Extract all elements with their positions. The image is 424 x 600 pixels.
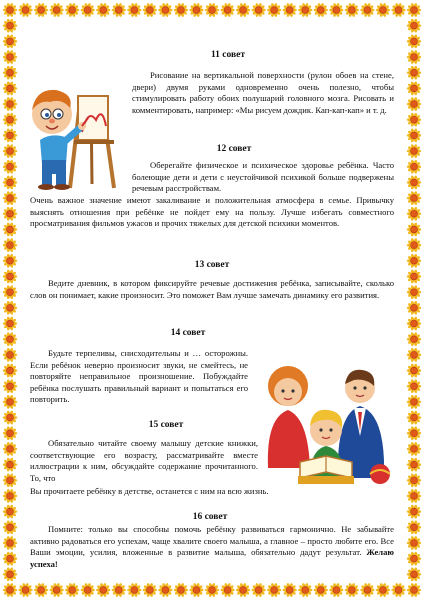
sun-icon [407,316,421,331]
sun-icon [189,3,203,18]
sun-icon [407,3,421,18]
sun-icon [174,3,188,18]
sun-icon [407,332,421,347]
sun-icon [314,583,328,598]
sun-icon [376,3,390,18]
sun-icon [407,222,421,237]
sun-icon [251,3,265,18]
sun-icon [345,583,359,598]
sun-icon [407,34,421,49]
sun-icon [236,583,250,598]
sun-icon [174,583,188,598]
sun-icon [3,144,17,159]
sun-icon [407,128,421,143]
sun-icon [3,520,17,535]
sun-icon [3,222,17,237]
sun-icon [3,583,17,598]
sun-icon [407,363,421,378]
sun-icon [3,332,17,347]
sun-icon [3,504,17,519]
closing-wish: Желаю успеха! [30,547,394,569]
sun-icon [407,18,421,33]
sun-icon [407,520,421,535]
sun-icon [407,254,421,269]
sun-icon [407,50,421,65]
sun-icon [3,269,17,284]
sun-icon [3,206,17,221]
sun-icon [407,410,421,425]
sun-icon [407,285,421,300]
page-content [28,28,396,572]
sun-icon [407,159,421,174]
sun-icon [158,583,172,598]
sun-icon [3,81,17,96]
sun-icon [127,583,141,598]
sun-icon [407,206,421,221]
sun-icon [143,583,157,598]
sun-icon [3,536,17,551]
sun-icon [49,583,63,598]
tip-16-heading: 16 совет [192,512,228,522]
sun-icon [407,175,421,190]
sun-icon [34,3,48,18]
sun-icon [360,583,374,598]
sun-icon [3,159,17,174]
sun-icon [3,3,17,18]
sun-icon [3,238,17,253]
sun-icon [205,583,219,598]
sun-icon [407,583,421,598]
tip-15-heading: 15 совет [148,420,184,430]
sun-icon [49,3,63,18]
tip-15-text-b: Вы прочитаете ребёнку в детстве, останется с ним на всю жизнь. [30,486,269,496]
sun-icon [189,583,203,598]
sun-icon [3,442,17,457]
sun-icon [3,175,17,190]
sun-icon [407,379,421,394]
sun-icon [143,3,157,18]
sun-icon [3,426,17,441]
sun-icon [3,65,17,80]
sun-icon [407,97,421,112]
sun-icon [407,269,421,284]
sun-icon [3,254,17,269]
sun-icon [112,3,126,18]
sun-icon [329,583,343,598]
sun-icon [360,3,374,18]
sun-icon [267,3,281,18]
tip-15-text-a: Обязательно читайте своему малышу детские книжки, соответствующие его возрасту, рассматривайте вместе иллюстрации к ним, обсуждайте содержание прочитанного. То, что [30,438,258,483]
sun-icon [3,551,17,566]
sun-icon [96,3,110,18]
sun-icon [3,316,17,331]
sun-icon [407,489,421,504]
sun-icon [34,583,48,598]
tip-12-heading: 12 совет [216,144,252,154]
tip-13-heading: 13 совет [194,260,230,270]
sun-icon [3,410,17,425]
sun-icon [407,395,421,410]
sun-icon [3,363,17,378]
sun-icon [127,3,141,18]
sun-icon [96,583,110,598]
sun-icon [407,238,421,253]
sun-icon [3,50,17,65]
sun-icon [3,191,17,206]
sun-icon [391,3,405,18]
sun-icon [205,3,219,18]
sun-icon [80,3,94,18]
sun-icon [345,3,359,18]
tip-14-heading: 14 совет [170,328,206,338]
tip-12-text-b: Очень важное значение имеют закаливание и положительная атмосфера в семье. Привычку выяснять отношения при ребёнке не пойдет ему на пользу. Лучше избегать совместного просматривания фильмов ужасов и прочих тяжелых для детской психики моментов. [30,195,394,229]
sun-icon [314,3,328,18]
sun-icon [282,3,296,18]
sun-icon [80,583,94,598]
sun-icon [3,112,17,127]
sun-icon [407,348,421,363]
boy-painting-illustration [22,62,122,190]
sun-icon [3,457,17,472]
sun-icon [298,3,312,18]
sun-icon [3,348,17,363]
sun-icon [236,3,250,18]
sun-icon [407,457,421,472]
sun-icon [3,567,17,582]
sun-icon [3,489,17,504]
sun-icon [407,567,421,582]
sun-icon [220,583,234,598]
sun-icon [376,583,390,598]
sun-icon [391,583,405,598]
sun-icon [407,65,421,80]
sun-icon [407,81,421,96]
sun-icon [407,551,421,566]
sun-icon [267,583,281,598]
sun-icon [3,379,17,394]
sun-icon [158,3,172,18]
sun-icon [3,473,17,488]
sun-icon [329,3,343,18]
sun-icon [407,112,421,127]
tip-11-text: Рисование на вертикальной поверхности (рулон обоев на стене, двери) двумя руками одновременно очень полезно, чтобы стимулировать работу обоих полушарий головного мозга. Рисовать и комментировать, например: «Мы рисуем дождик. Кап-кап-кап» и т. д. [132,70,394,115]
sun-icon [220,3,234,18]
sun-icon [407,536,421,551]
sun-icon [251,583,265,598]
sun-icon [65,583,79,598]
tip-13-text: Ведите дневник, в котором фиксируйте речевые достижения ребёнка, записывайте, сколько слов он понимает, какие произносит. Это поможет Вам лучше замечать динамику его развития. [30,278,394,300]
sun-icon [282,583,296,598]
tip-11-heading: 11 совет [210,50,246,60]
sun-icon [65,3,79,18]
sun-icon [407,473,421,488]
family-reading-illustration [254,358,394,490]
tip-14-text: Будьте терпеливы, снисходительны и … осторожны. Если ребёнок неверно произносит звуки, не смейтесь, не повторяйте неправильное произношение. Побуждайте ребёнка послушать правильный вариант и попытаться его повторить. [30,348,248,405]
sun-icon [407,426,421,441]
tip-12-text-a: Оберегайте физическое и психическое здоровье ребёнка. Часто болеющие дети и дети с неустойчивой психикой больше подвержены речевым расстройствам. [132,160,394,194]
sun-icon [3,301,17,316]
sun-icon [407,504,421,519]
sun-icon [112,583,126,598]
sun-icon [3,34,17,49]
sun-icon [18,3,32,18]
sun-icon [3,97,17,112]
sun-icon [3,395,17,410]
sun-icon [3,18,17,33]
sun-icon [407,144,421,159]
sun-icon [18,583,32,598]
sun-icon [407,301,421,316]
sun-icon [3,285,17,300]
sun-icon [407,442,421,457]
sun-icon [298,583,312,598]
sun-icon [3,128,17,143]
sun-icon [407,191,421,206]
tip-16-text: Помните: только вы способны помочь ребёнку развиваться гармонично. Не забывайте активно радоваться его успехам, чаще хвалите своего малыша, а главное – просто любите его. Все Ваши эмоции, усилия, вложенные в развитие малыша, обязательно дадут результат. Желаю успеха! [30,524,394,569]
